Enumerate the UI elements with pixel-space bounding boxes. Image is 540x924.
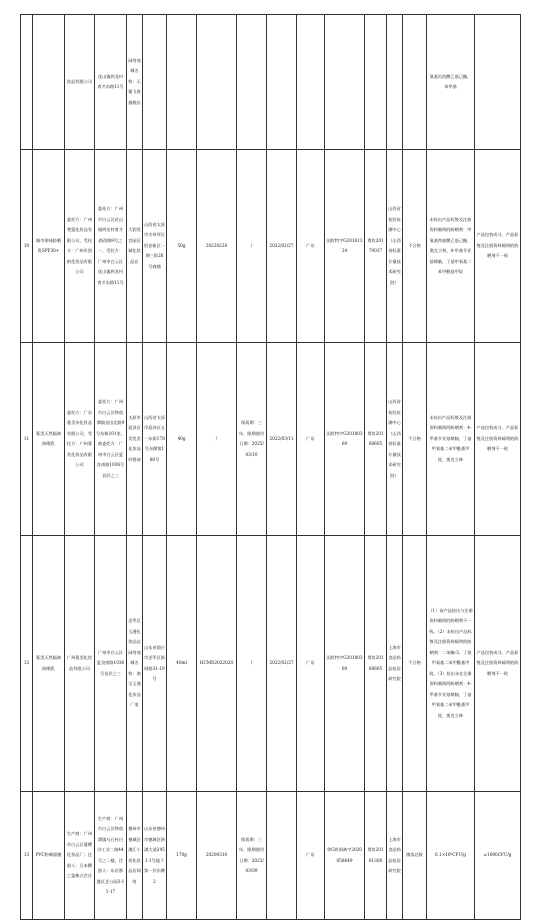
cell-agency: 粤妆20170037 bbox=[365, 150, 387, 343]
cell-note: ≤1000CFU/g bbox=[475, 792, 521, 920]
cell-category bbox=[387, 15, 403, 150]
cell-agency bbox=[365, 15, 387, 150]
cell-result: 不合格 bbox=[403, 536, 427, 792]
cell-spec bbox=[167, 15, 197, 150]
cell-sampled-address bbox=[143, 15, 167, 150]
cell-producer-address: 广州市白云区夏良南路1036号首层之三 bbox=[95, 536, 127, 792]
cell-sampled-address: 山西省太原市尖草坪区恒安新区一期三街26号商铺 bbox=[143, 150, 167, 343]
cell-producer: 生产商：广州市白云区蔓樱化妆品厂；注册人：日本樱之姿株式会社 bbox=[65, 792, 95, 920]
cell-batch: 20200310 bbox=[197, 792, 237, 920]
cell-sampled-unit: 德州市德城区湘汇小妆化妆品店网络 bbox=[127, 792, 143, 920]
cell-date bbox=[267, 792, 297, 920]
cell-no: 13 bbox=[21, 792, 33, 920]
cell-batch bbox=[197, 15, 237, 150]
cell-batch: / bbox=[197, 343, 237, 536]
cell-qualifier: 保质期：三年，限期使用日期：2025/03/10 bbox=[237, 343, 267, 536]
cell-category: 山西省检验检测中心（山西省标准计量技术研究院） bbox=[387, 343, 403, 536]
cell-region: 广东 bbox=[297, 536, 325, 792]
cell-category: 山西省检验检测中心（山西省标准计量技术研究院） bbox=[387, 150, 403, 343]
cell-result bbox=[403, 15, 427, 150]
cell-region bbox=[297, 15, 325, 150]
cell-result: 不合格 bbox=[403, 150, 427, 343]
cell-note bbox=[475, 15, 521, 150]
table-row bbox=[21, 536, 521, 792]
cell-qualifier bbox=[237, 15, 267, 150]
cell-producer-address: 委托方：广州市白云区钟落潭镇良田北路9号东栋101室，被委托方：广州市白云区夏良南路1036号首层之三 bbox=[95, 343, 127, 536]
cell-producer: 妆品有限公司 bbox=[65, 15, 95, 150]
cell-batch: HCMD2022028 bbox=[197, 536, 237, 792]
cell-date bbox=[267, 15, 297, 150]
cell-date: 2022/02/27 bbox=[267, 150, 297, 343]
cell-product bbox=[33, 15, 65, 150]
cell-result: 菌落总数 bbox=[403, 792, 427, 920]
cell-no bbox=[21, 15, 33, 150]
cell-region: 广东 bbox=[297, 343, 325, 536]
cell-producer-address: 花山镇两龙村育才东路11号 bbox=[95, 15, 127, 150]
cell-agency: 粤妆20160605 bbox=[365, 536, 387, 792]
cell-standard: 6.1×10⁶CFU/g bbox=[427, 792, 475, 920]
table-row bbox=[21, 150, 521, 343]
cell-spec: 40ml bbox=[167, 536, 197, 792]
table-row bbox=[21, 15, 521, 150]
cell-note: 产品包装成分，产品标签及注册资料载明的防晒剂不一致 bbox=[475, 150, 521, 343]
cell-spec: 170g bbox=[167, 792, 197, 920]
cell-spec: 40g bbox=[167, 343, 197, 536]
table-row bbox=[21, 343, 521, 536]
cell-producer-address: 生产商：广州市白云区钟落潭镇乌石村白沙工业二路44号之二楼，注册人：东京都港区芝公园3-11-17 bbox=[95, 792, 127, 920]
cell-sampled-address: 山东省德州市德城区新湖大道2451-1号地下第一层东侧2 bbox=[143, 792, 167, 920]
cell-product: PVC粉刺面膜 bbox=[33, 792, 65, 920]
cell-date: 2022/02/27 bbox=[267, 536, 297, 792]
cell-producer: 委托方：广东蔓美诗化妆品有限公司，受托方：广州蔓美化妆品有限公司 bbox=[65, 343, 95, 536]
cell-sampled-unit: 太原市迎泽区美优美化妆品经销部 bbox=[127, 343, 143, 536]
cell-product: 蔓美天然隔离防晒乳 bbox=[33, 536, 65, 792]
cell-sampled-address: 山西省太原市迎泽区五一东街178号东侧第186号 bbox=[143, 343, 167, 536]
inspection-results-table bbox=[20, 14, 521, 920]
cell-no: 11 bbox=[21, 343, 33, 536]
cell-category: 上海市食品药品检验研究院 bbox=[387, 792, 403, 920]
cell-batch: 20220228 bbox=[197, 150, 237, 343]
cell-spec: 50g bbox=[167, 150, 197, 343]
cell-result: 不合格 bbox=[403, 343, 427, 536]
cell-producer-address: 委托方：广州市白云区花山镇两龙村育才路西路9号之一，受托方：广州市白云区花山镇两龙村育才东路11号 bbox=[95, 150, 127, 343]
cell-no: 10 bbox=[21, 150, 33, 343]
cell-license: 国妆特字G20180369 bbox=[325, 536, 365, 792]
cell-license: 国妆特字G20180369 bbox=[325, 343, 365, 536]
cell-standard: （1）该产品检出与注册资料载明的防晒剂不一致。（2）未检出产品标签及注册资料载明的防晒剂：二苯酮-3，丁基甲氧基二苯甲酰基甲烷。（3）检出未在注册资料载明的防晒剂：4-甲基苄亚基樟脑，丁基甲氧基二苯甲酰基甲烷，奥克立林 bbox=[427, 536, 475, 792]
cell-region: 广东 bbox=[297, 150, 325, 343]
cell-date: 2022/03/11 bbox=[267, 343, 297, 536]
cell-no: 12 bbox=[21, 536, 33, 792]
cell-agency: 粤妆20160605 bbox=[365, 343, 387, 536]
cell-sampled-address: 山东省烟台市芝罘区新闻路31-19号 bbox=[143, 536, 167, 792]
cell-qualifier: 保质期：三年，限期使用日期：2023/03/09 bbox=[237, 792, 267, 920]
cell-sampled-unit: 大润发官园区域化妆品店 bbox=[127, 150, 143, 343]
cell-standard: 氧基丙烷酸乙基己酯，苯甲基 bbox=[427, 15, 475, 150]
cell-product: 城市果味防晒乳SPF30+ bbox=[33, 150, 65, 343]
cell-producer: 委托方：广州梵蔻化妆品有限公司，受托方：广州市凯纳化妆品有限公司 bbox=[65, 150, 95, 343]
cell-sampled-unit: 网络商城名称：天猫飞鲁旗舰店 bbox=[127, 15, 143, 150]
cell-license bbox=[325, 15, 365, 150]
cell-standard: 未检出产品标签及注册资料载明的防晒剂：4-甲基苄亚基樟脑，丁基甲氧基二苯甲酰基甲烷，奥克立林 bbox=[427, 343, 475, 536]
cell-license: 国妆特字G20161324 bbox=[325, 150, 365, 343]
cell-license: 粤G妆网备字2020058649 bbox=[325, 792, 365, 920]
cell-qualifier: / bbox=[237, 150, 267, 343]
cell-agency: 粤妆20161308 bbox=[365, 792, 387, 920]
cell-qualifier: / bbox=[237, 536, 267, 792]
cell-producer: 广州蔓美化妆品有限公司 bbox=[65, 536, 95, 792]
cell-category: 上海市食品药品检验研究院 bbox=[387, 536, 403, 792]
cell-sampled-unit: 芝罘区玉漫化妆品店网络商城名称：淘宝玉漫化妆品厂家 bbox=[127, 536, 143, 792]
cell-note: 产品包装成分，产品标签及注册资料载明的防晒剂不一致 bbox=[475, 536, 521, 792]
cell-region: 广东 bbox=[297, 792, 325, 920]
table-row bbox=[21, 792, 521, 920]
cell-product: 蔓美天然隔离防晒乳 bbox=[33, 343, 65, 536]
cell-standard: 未检出产品标签及注册资料载明的防晒剂：甲氧基肉桂酸乙基己酯，奥克立林，4-甲基苄亚基樟脑，丁基甲氧基二苯甲酰基甲烷 bbox=[427, 150, 475, 343]
cell-note: 产品包装成分，产品标签及注册资料载明的防晒剂不一致 bbox=[475, 343, 521, 536]
